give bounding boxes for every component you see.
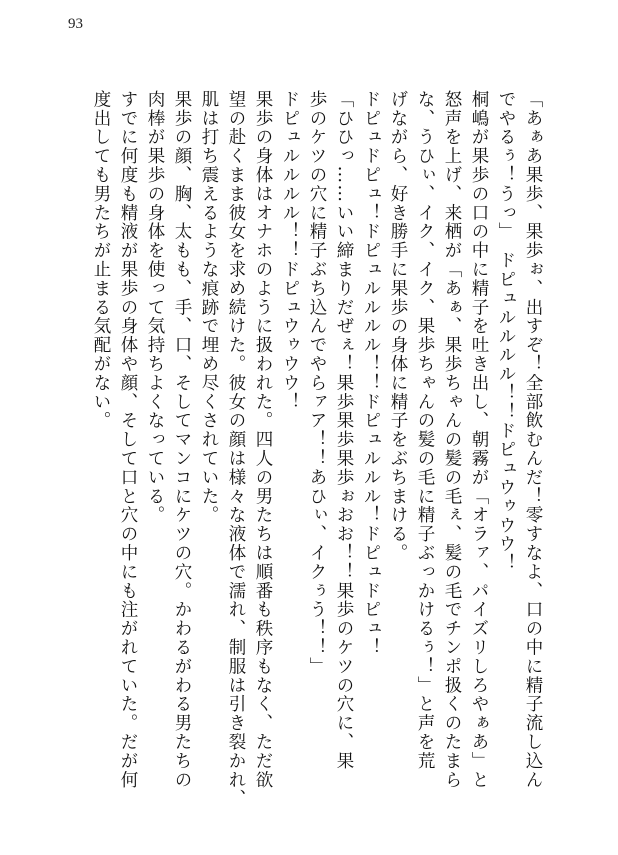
text-line: 肌は打ち震えるような痕跡で埋め尽くされていた。 <box>199 90 219 525</box>
text-line: 果歩の身体はオナホのように扱われた。四人の男たちは順番も秩序もなく、ただ欲 <box>253 90 273 790</box>
text-line: すでに何度も精液が果歩の身体や顔、そして口と穴の中にも注がれていた。だが何 <box>118 90 138 790</box>
vertical-text-body <box>60 90 546 810</box>
text-line: 歩のケツの穴に精子ぶち込んでやらァア！！あひぃ、イクぅう！！」 <box>307 90 327 676</box>
text-line: 度出しても男たちが止まる気配がない。 <box>91 90 111 431</box>
text-line: 桐嶋が果歩の口の中に精子を吐き出し、朝霧が「オラァ、パイズリしろやぁあ」と <box>469 90 489 790</box>
text-line: ドピュドピュ！ドピュルルルル！！ドピュルルル！ドピュドピュ！ <box>361 90 381 657</box>
text-line: 「ひひっ……いい締まりだぜぇ！果歩果歩果歩ぉおお！！果歩のケツの穴に、果 <box>334 90 354 771</box>
text-line: 怒声を上げ、来栖が「あぁ、果歩ちゃんの髪の毛ぇ、髪の毛でチンポ扱くのたまら <box>442 90 462 790</box>
text-line: な、うひぃ、イク、イク、果歩ちゃんの髪の毛に精子ぶっかけるぅ！」と声を荒 <box>415 90 435 771</box>
text-line: 望の赴くまま彼女を求め続けた。彼女の顔は様々な液体で濡れ、制服は引き裂かれ、 <box>226 90 246 809</box>
text-line: 果歩の顔、胸、太もも、手、口、そしてマンコにケツの穴。かわるがわる男たちの <box>172 90 192 790</box>
text-line: 肉棒が果歩の身体を使って気持ちよくなっている。 <box>145 90 165 525</box>
page-number: 93 <box>68 16 83 32</box>
text-line: でやるぅ！うっ」 ドピュルルルル！！ドピュウゥウウ！ <box>496 90 516 573</box>
text-line: ドピュルルルル！！ドピュウゥウウ！ <box>280 90 300 412</box>
text-line: 「あぁあ果歩、果歩ぉ、出すぞ！全部飲むんだ！零すなよ、口の中に精子流し込ん <box>523 90 543 790</box>
text-line: げながら、好き勝手に果歩の身体に精子をぶちまける。 <box>388 90 408 563</box>
